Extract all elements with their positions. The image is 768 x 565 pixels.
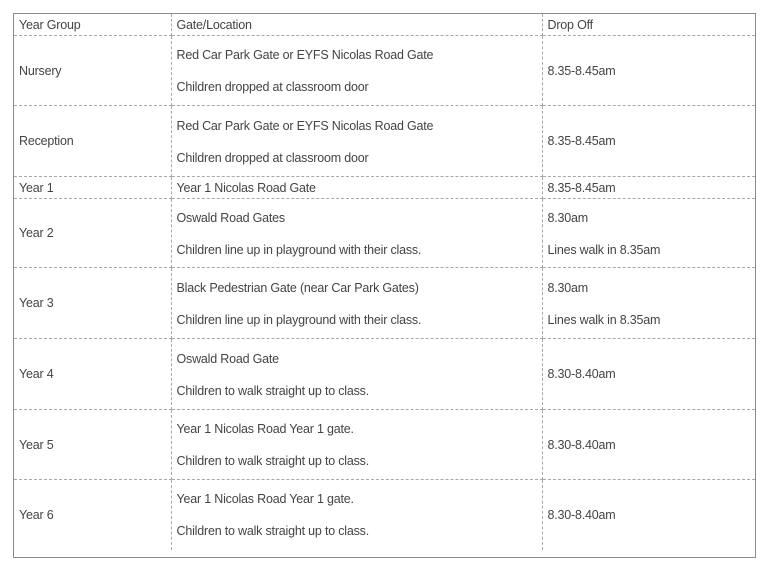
gate-note-text: Children dropped at classroom door — [176, 80, 369, 94]
header-gate-location: Gate/Location — [171, 14, 542, 36]
gate-location-cell: Year 1 Nicolas Road Gate — [171, 177, 542, 199]
gate-location-cell — [171, 199, 542, 268]
table-header-row — [14, 14, 755, 36]
gate-note-text: Children to walk straight up to class. — [176, 454, 369, 468]
year-group-cell: Year 6 — [14, 480, 171, 550]
table-row — [14, 36, 755, 106]
table-row — [14, 268, 755, 339]
table-row — [14, 199, 755, 268]
gate-text: Year 1 Nicolas Road Year 1 gate. — [176, 422, 354, 436]
year-group-cell: Year 2 — [14, 199, 171, 268]
table-row — [14, 339, 755, 410]
drop-off-cell: 8.30-8.40am — [542, 339, 755, 410]
drop-off-note: Lines walk in 8.35am — [547, 312, 661, 327]
gate-text: Red Car Park Gate or EYFS Nicolas Road Gate — [176, 48, 434, 62]
gate-text: Black Pedestrian Gate (near Car Park Gates) — [176, 280, 419, 295]
year-group-cell: Year 3 — [14, 268, 171, 339]
drop-off-cell — [542, 199, 755, 268]
year-group-cell: Nursery — [14, 36, 171, 106]
table-row — [14, 177, 755, 199]
year-group-cell: Reception — [14, 106, 171, 177]
gate-location-cell — [171, 36, 542, 106]
gate-location-cell — [171, 106, 542, 177]
drop-off-cell: 8.35-8.45am — [542, 36, 755, 106]
drop-off-time: 8.30am — [547, 280, 588, 295]
drop-off-cell: 8.30-8.40am — [542, 410, 755, 480]
table-row — [14, 480, 755, 550]
gate-note-text: Children to walk straight up to class. — [176, 383, 369, 398]
drop-off-cell: 8.35-8.45am — [542, 177, 755, 199]
table-row — [14, 410, 755, 480]
gate-note-text: Children dropped at classroom door — [176, 150, 369, 165]
header-year-group: Year Group — [14, 14, 171, 36]
gate-location-cell — [171, 268, 542, 339]
gate-text: Red Car Park Gate or EYFS Nicolas Road Gate — [176, 118, 434, 133]
year-group-cell: Year 4 — [14, 339, 171, 410]
drop-off-cell — [542, 268, 755, 339]
gate-text: Year 1 Nicolas Road Year 1 gate. — [176, 492, 354, 507]
gate-location-cell — [171, 410, 542, 480]
drop-off-cell: 8.35-8.45am — [542, 106, 755, 177]
gate-location-cell — [171, 339, 542, 410]
year-group-cell: Year 1 — [14, 177, 171, 199]
header-drop-off: Drop Off — [542, 14, 755, 36]
year-group-cell: Year 5 — [14, 410, 171, 480]
drop-off-note: Lines walk in 8.35am — [547, 242, 661, 257]
gate-text: Oswald Road Gate — [176, 351, 279, 366]
drop-off-time: 8.30am — [547, 210, 588, 225]
table-row — [14, 106, 755, 177]
gate-text: Oswald Road Gates — [176, 210, 285, 225]
gate-note-text: Children line up in playground with their class. — [176, 242, 422, 257]
gate-note-text: Children to walk straight up to class. — [176, 524, 369, 539]
drop-off-cell: 8.30-8.40am — [542, 480, 755, 550]
gate-note-text: Children line up in playground with their class. — [176, 312, 422, 327]
gate-location-cell — [171, 480, 542, 550]
drop-off-table — [14, 14, 755, 550]
